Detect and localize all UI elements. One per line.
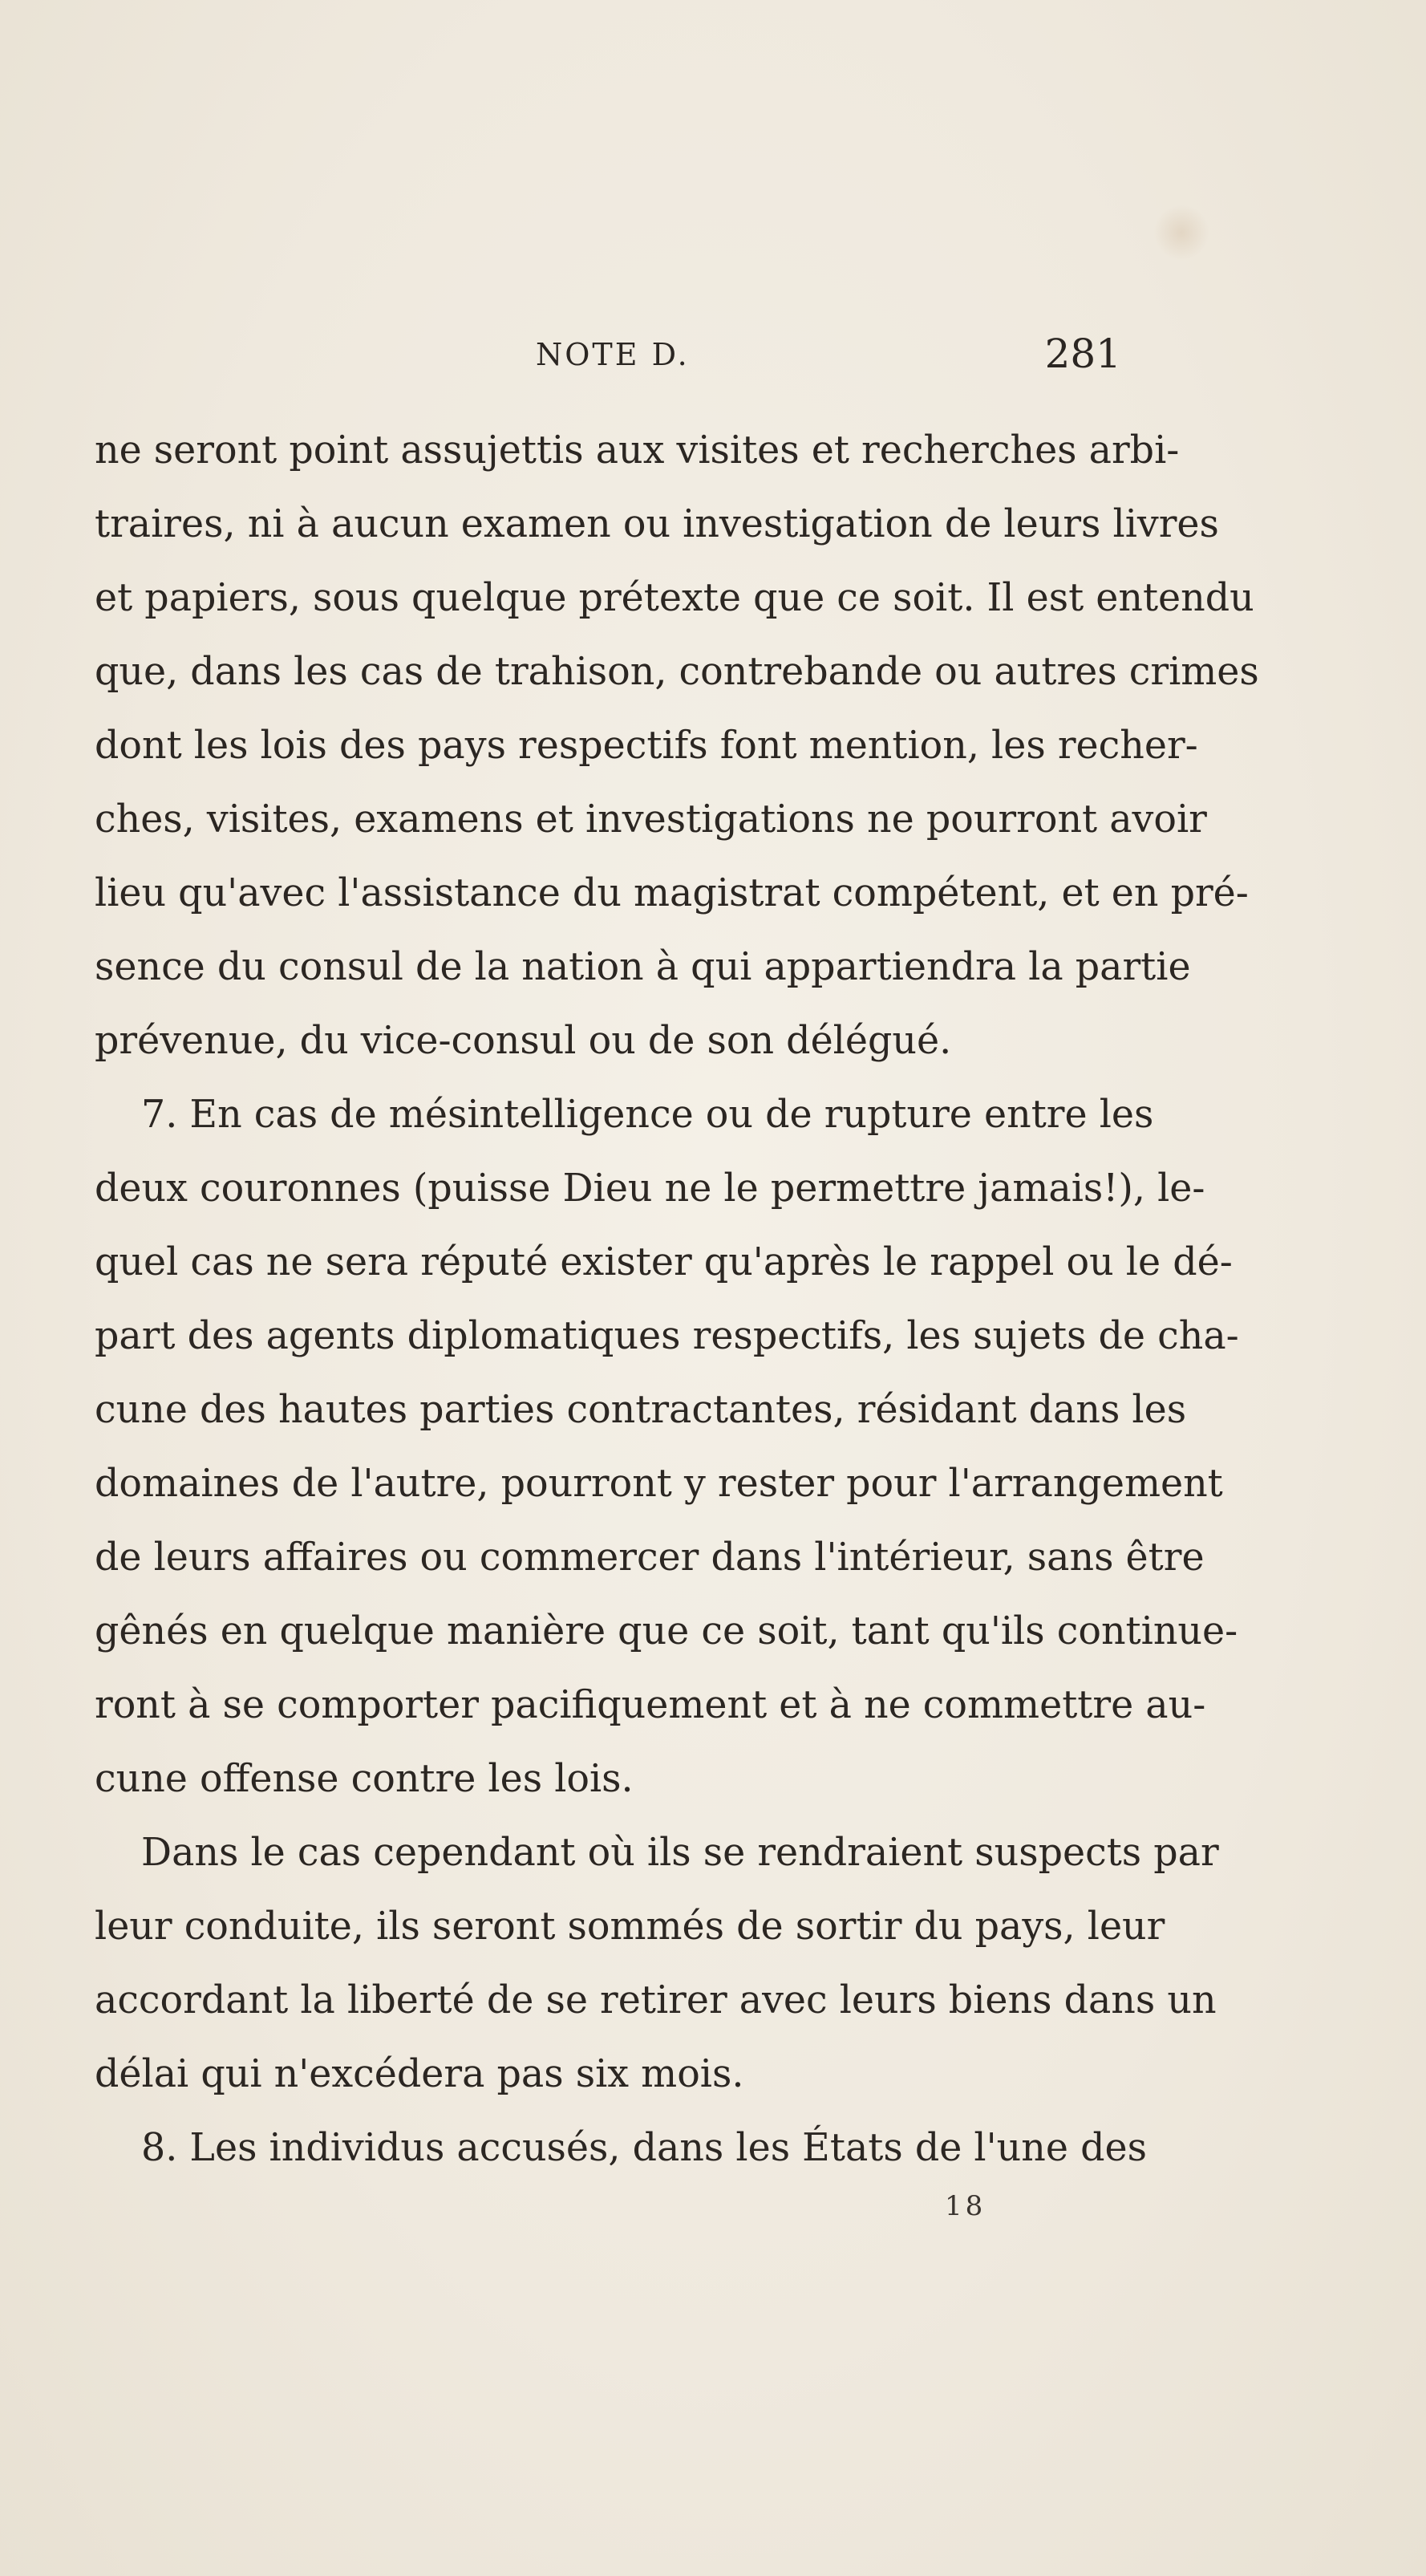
text-line: dont les lois des pays respectifs font mention, les recher- bbox=[95, 724, 1198, 768]
text-line: quel cas ne sera réputé exister qu'après le rappel ou le dé- bbox=[95, 1240, 1233, 1284]
text-line: ches, visites, examens et investigations ne pourront avoir bbox=[95, 797, 1207, 842]
text-line: sence du consul de la nation à qui appartiendra la partie bbox=[95, 945, 1191, 989]
text-line: accordant la liberté de se retirer avec leurs biens dans un bbox=[95, 1978, 1217, 2022]
paper-stain bbox=[1153, 205, 1209, 261]
running-head bbox=[95, 331, 1121, 379]
text-line: domaines de l'autre, pourront y rester pour l'arrangement bbox=[95, 1462, 1223, 1506]
text-line: 7. En cas de mésintelligence ou de rupture entre les bbox=[141, 1093, 1154, 1137]
text-line: de leurs affaires ou commercer dans l'intérieur, sans être bbox=[95, 1535, 1205, 1580]
text-line: Dans le cas cependant où ils se rendraient suspects par bbox=[141, 1831, 1219, 1875]
text-line: et papiers, sous quelque prétexte que ce soit. Il est entendu bbox=[95, 576, 1254, 620]
text-line: 8. Les individus accusés, dans les États de l'une des bbox=[141, 2126, 1147, 2170]
text-line: prévenue, du vice-consul ou de son délégué. bbox=[95, 1019, 952, 1063]
body-text bbox=[95, 414, 1259, 2185]
text-line: que, dans les cas de trahison, contrebande ou autres crimes bbox=[95, 650, 1259, 694]
text-line: cune offense contre les lois. bbox=[95, 1757, 634, 1801]
text-line: traires, ni à aucun examen ou investigation de leurs livres bbox=[95, 502, 1219, 546]
page-number: 281 bbox=[1044, 331, 1121, 377]
text-line: leur conduite, ils seront sommés de sortir du pays, leur bbox=[95, 1905, 1165, 1949]
text-line: délai qui n'excédera pas six mois. bbox=[95, 2052, 744, 2096]
text-line: deux couronnes (puisse Dieu ne le permettre jamais!), le- bbox=[95, 1166, 1205, 1211]
text-line: cune des hautes parties contractantes, résidant dans les bbox=[95, 1388, 1187, 1432]
signature-mark: 18 bbox=[945, 2190, 986, 2222]
text-line: ne seront point assujettis aux visites et recherches arbi- bbox=[95, 428, 1180, 473]
text-line: lieu qu'avec l'assistance du magistrat compétent, et en pré- bbox=[95, 871, 1249, 915]
text-line: part des agents diplomatiques respectifs, les sujets de cha- bbox=[95, 1314, 1239, 1358]
header-title: NOTE D. bbox=[536, 337, 690, 372]
text-line: ront à se comporter pacifiquement et à ne commettre au- bbox=[95, 1683, 1206, 1727]
text-line: gênés en quelque manière que ce soit, tant qu'ils continue- bbox=[95, 1609, 1238, 1653]
